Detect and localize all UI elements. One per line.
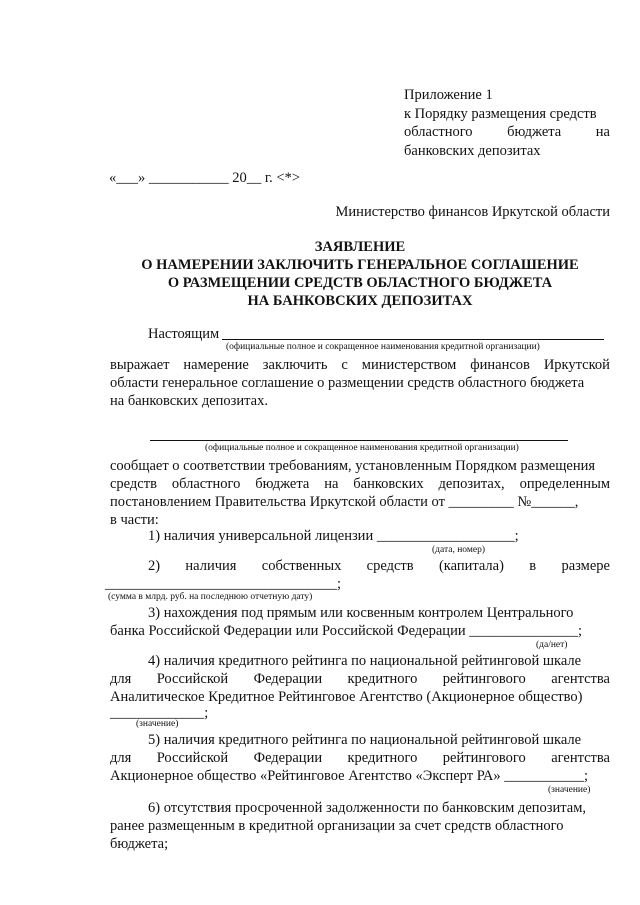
word: на: [324, 476, 339, 492]
word: размере: [561, 558, 610, 574]
item-2-line-2: ________________________________;: [105, 576, 342, 592]
word: собственных: [261, 558, 342, 574]
para2-line-3: постановлением Правительства Иркутской области от _________ №______,: [110, 494, 579, 510]
word: бюджета: [255, 476, 310, 492]
word: наличия: [185, 558, 237, 574]
word: намерение: [183, 357, 249, 373]
word: для: [110, 750, 132, 766]
appendix-word: бюджета: [507, 124, 562, 140]
item-3-hint: (да/нет): [536, 640, 568, 650]
item-6-line-2: ранее размещенным в кредитной организации за счет средств областного: [110, 818, 564, 834]
org-name-hint-1: (официальные полное и сокращенное наименования кредитной организации): [226, 342, 540, 352]
word: финансов: [470, 357, 530, 373]
word: депозитах,: [438, 476, 505, 492]
word: определенным: [519, 476, 610, 492]
word: кредитного: [347, 750, 418, 766]
item-3-line-2: банка Российской Федерации или Российской Федерации _______________;: [110, 623, 582, 639]
para1-line-2: области генеральное соглашение о размещении средств областного бюджета: [110, 375, 585, 391]
item-3-line-1: 3) нахождения под прямым или косвенным контролем Центрального: [148, 605, 574, 621]
word: Федерации: [253, 750, 323, 766]
word: Российской: [156, 750, 229, 766]
word: с: [341, 357, 348, 373]
title-line-3: О РАЗМЕЩЕНИИ СРЕДСТВ ОБЛАСТНОГО БЮДЖЕТА: [167, 275, 553, 291]
word: (капитала): [438, 558, 504, 574]
word: Российской: [156, 671, 229, 687]
item-4-line-4: _____________;: [110, 705, 209, 721]
appendix-block: [404, 86, 610, 160]
para1-lead: Настоящим: [148, 326, 220, 342]
word: заключить: [262, 357, 328, 373]
word: агентства: [551, 671, 610, 687]
para2-line-2: [110, 475, 610, 493]
word: кредитного: [347, 671, 418, 687]
title-line-4: НА БАНКОВСКИХ ДЕПОЗИТАХ: [247, 293, 473, 309]
title-line-1: ЗАЯВЛЕНИЕ: [314, 239, 406, 255]
item-6-line-3: бюджета;: [110, 836, 169, 852]
word: Иркутской: [543, 357, 610, 373]
item-2-hint: (сумма в млрд. руб. на последнюю отчетную дату): [108, 592, 313, 602]
addressee: Министерство финансов Иркутской области: [335, 204, 610, 220]
word: Федерации: [253, 671, 323, 687]
item-4-line-3: Аналитическое Кредитное Рейтинговое Агентство (Акционерное общество): [110, 689, 583, 705]
appendix-line-3: [404, 123, 610, 142]
word: средств: [110, 476, 157, 492]
document-title: [100, 238, 620, 310]
org-name-line-1: [222, 339, 604, 340]
item-2-line-1: [148, 557, 610, 575]
item-4-hint: (значение): [136, 719, 179, 729]
word: 2): [148, 558, 161, 574]
para1-line-3: на банковских депозитах.: [110, 393, 268, 409]
org-name-line-2: [150, 440, 568, 441]
word: областного: [171, 476, 241, 492]
para1-line-1: [110, 356, 610, 374]
word: в: [529, 558, 537, 574]
word: для: [110, 671, 132, 687]
appendix-line-4: банковских депозитах: [404, 142, 541, 159]
item-5-line-1: 5) наличия кредитного рейтинга по национальной рейтинговой шкале: [148, 732, 582, 748]
item-6-line-1: 6) отсутствия просроченной задолженности по банковским депозитам,: [148, 800, 587, 816]
date-line: «___» ___________ 20__ г. <*>: [109, 170, 301, 186]
title-line-2: О НАМЕРЕНИИ ЗАКЛЮЧИТЬ ГЕНЕРАЛЬНОЕ СОГЛАШЕНИЕ: [141, 257, 579, 273]
item-1: 1) наличия универсальной лицензии ___________________;: [148, 528, 519, 544]
item-5-line-2: [110, 749, 610, 767]
appendix-line-2: к Порядку размещения средств: [404, 105, 597, 122]
org-name-hint-2: (официальные полное и сокращенное наименования кредитной организации): [205, 443, 519, 453]
appendix-line-1: Приложение 1: [404, 87, 493, 103]
word: рейтингового: [442, 671, 526, 687]
appendix-word: областного: [404, 124, 473, 140]
para2-line-4: в части:: [110, 512, 159, 528]
item-5-line-3: Акционерное общество «Рейтинговое Агентство «Эксперт РА» ___________;: [110, 768, 589, 784]
item-1-hint: (дата, номер): [432, 545, 485, 555]
word: выражает: [110, 357, 170, 373]
word: агентства: [551, 750, 610, 766]
word: средств: [366, 558, 414, 574]
word: рейтингового: [442, 750, 526, 766]
para2-line-1: сообщает о соответствии требованиям, установленным Порядком размещения: [110, 458, 596, 474]
appendix-word: на: [595, 124, 610, 140]
item-5-hint: (значение): [548, 785, 591, 795]
word: банковских: [353, 476, 424, 492]
word: министерством: [361, 357, 457, 373]
item-4-line-1: 4) наличия кредитного рейтинга по национальной рейтинговой шкале: [148, 653, 582, 669]
item-4-line-2: [110, 670, 610, 688]
